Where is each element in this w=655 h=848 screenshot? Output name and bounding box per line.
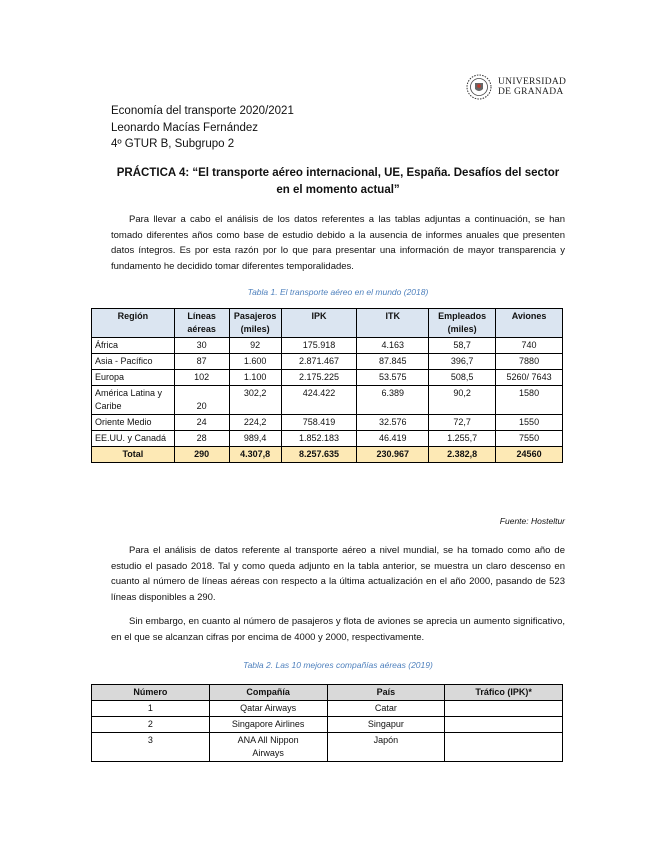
column-header: IPK [281, 309, 357, 338]
table1-source: Fuente: Hosteltur [499, 516, 565, 526]
table-cell: 24560 [496, 447, 563, 463]
course-line: Economía del transporte 2020/2021 [111, 105, 294, 117]
table-row [92, 733, 563, 762]
table-cell: Singapore Airlines [209, 717, 327, 733]
table-cell: 1.100 [229, 370, 281, 386]
table-cell: 2.382,8 [429, 447, 496, 463]
table-cell: 4.307,8 [229, 447, 281, 463]
table-cell: 90,2 [429, 386, 496, 415]
table-cell: 396,7 [429, 354, 496, 370]
table-cell [445, 733, 563, 762]
table-cell: 28 [174, 431, 229, 447]
table-cell: 87.845 [357, 354, 429, 370]
table-cell: Europa [92, 370, 175, 386]
table-row [92, 431, 563, 447]
table-cell: 102 [174, 370, 229, 386]
table-cell: 1 [92, 701, 210, 717]
table-cell: 24 [174, 415, 229, 431]
table-cell: 72,7 [429, 415, 496, 431]
table-cell [445, 717, 563, 733]
table-cell: 7880 [496, 354, 563, 370]
column-header: Número [92, 685, 210, 701]
table-cell: 46.419 [357, 431, 429, 447]
table-cell: 32.576 [357, 415, 429, 431]
university-name [498, 77, 566, 97]
document-header [111, 103, 294, 153]
table-row [92, 386, 563, 415]
table-cell: 740 [496, 338, 563, 354]
table-cell [445, 701, 563, 717]
author-line: Leonardo Macías Fernández [111, 121, 259, 134]
top-airlines-table [91, 684, 563, 762]
table-cell: 1.600 [229, 354, 281, 370]
column-header: Tráfico (IPK)* [445, 685, 563, 701]
table-header-row [92, 685, 563, 701]
table-row [92, 701, 563, 717]
column-header: País [327, 685, 445, 701]
table-cell: 30 [174, 338, 229, 354]
university-name-line2: DE GRANADA [498, 87, 564, 97]
table-cell: 92 [229, 338, 281, 354]
table-cell: 2.175.225 [281, 370, 357, 386]
table-cell: Qatar Airways [209, 701, 327, 717]
table-cell: 230.967 [357, 447, 429, 463]
table1-caption: Tabla 1. El transporte aéreo en el mundo (2018) [247, 287, 429, 297]
paragraph-1-text: Para llevar a cabo el análisis de los datos referentes a las tablas adjuntas a continuación, se han tomado diferentes años como base de estudio debido a la ausencia de informes anuales que presenten datos íntegros. Es por esta razón por lo que para presentar una información de mayor transparencia y fundamento he decidido tomar diferentes temporalidades. [111, 214, 565, 272]
table-cell: EE.UU. y Canadá [92, 431, 175, 447]
table-cell: 87 [174, 354, 229, 370]
table-cell: 58,7 [429, 338, 496, 354]
table-cell: 1.852.183 [281, 431, 357, 447]
table-cell: Asia - Pacífico [92, 354, 175, 370]
table2-caption: Tabla 2. Las 10 mejores compañías aéreas (2019) [243, 660, 433, 670]
column-header: Región [92, 309, 175, 338]
table-cell: 989,4 [229, 431, 281, 447]
table-cell: Oriente Medio [92, 415, 175, 431]
table-cell: 508,5 [429, 370, 496, 386]
paragraph-2 [111, 543, 565, 605]
column-header: Compañía [209, 685, 327, 701]
paragraph-3 [111, 614, 565, 645]
table-cell: 4.163 [357, 338, 429, 354]
table-row [92, 415, 563, 431]
table-cell: 175.918 [281, 338, 357, 354]
table-row [92, 354, 563, 370]
table-cell: 1550 [496, 415, 563, 431]
table-cell: 3 [92, 733, 210, 762]
table-cell: África [92, 338, 175, 354]
university-name-line1: UNIVERSIDAD [498, 77, 567, 87]
table-total-row [92, 447, 563, 463]
column-header: Líneas aéreas [174, 309, 229, 338]
table-cell: 2.871.467 [281, 354, 357, 370]
table-cell: 1580 [496, 386, 563, 415]
table-cell: Catar [327, 701, 445, 717]
table-cell: 224,2 [229, 415, 281, 431]
paragraph-3-text: Sin embargo, en cuanto al número de pasajeros y flota de aviones se aprecia un aumento significativo, en el que se alcanzan cifras por encima de 4000 y 2000, respectivamente. [111, 616, 565, 643]
paragraph-1 [111, 212, 565, 274]
table-cell: Total [92, 447, 175, 463]
practice-title: PRÁCTICA 4: “El transporte aéreo internacional, UE, España. Desafíos del sector en el momento actual” [116, 167, 560, 196]
air-transport-world-table [91, 308, 563, 463]
paragraph-2-text: Para el análisis de datos referente al transporte aéreo a nivel mundial, se ha tomado como año de estudio el pasado 2018. Tal y como queda adjunto en la tabla anterior, se muestra un claro descenso en cuanto al número de líneas aéreas con respecto a la última actualización en el año 2000, pasando de 523 líneas disponibles a 290. [111, 545, 565, 603]
column-header: ITK [357, 309, 429, 338]
column-header: Aviones [496, 309, 563, 338]
table-header-row [92, 309, 563, 338]
column-header: Pasajeros (miles) [229, 309, 281, 338]
table-cell: América Latina y Caribe [92, 386, 175, 415]
table-cell: 6.389 [357, 386, 429, 415]
table-cell: 53.575 [357, 370, 429, 386]
table-cell: 2 [92, 717, 210, 733]
table-cell: Singapur [327, 717, 445, 733]
column-header: Empleados (miles) [429, 309, 496, 338]
table-cell: Japón [327, 733, 445, 762]
university-logo [466, 74, 566, 100]
table-cell: 5260/ 7643 [496, 370, 563, 386]
table-cell: 7550 [496, 431, 563, 447]
table-cell: 8.257.635 [281, 447, 357, 463]
table-cell: 290 [174, 447, 229, 463]
group-line: 4º GTUR B, Subgrupo 2 [111, 138, 235, 150]
table-row [92, 717, 563, 733]
table-cell: 302,2 [229, 386, 281, 415]
table-cell: ANA All Nippon Airways [209, 733, 327, 762]
university-seal-icon [466, 74, 492, 100]
table-cell: 758.419 [281, 415, 357, 431]
table-cell: 20 [174, 386, 229, 415]
table-row [92, 338, 563, 354]
table-cell: 1.255,7 [429, 431, 496, 447]
table-cell: 424.422 [281, 386, 357, 415]
table-row [92, 370, 563, 386]
